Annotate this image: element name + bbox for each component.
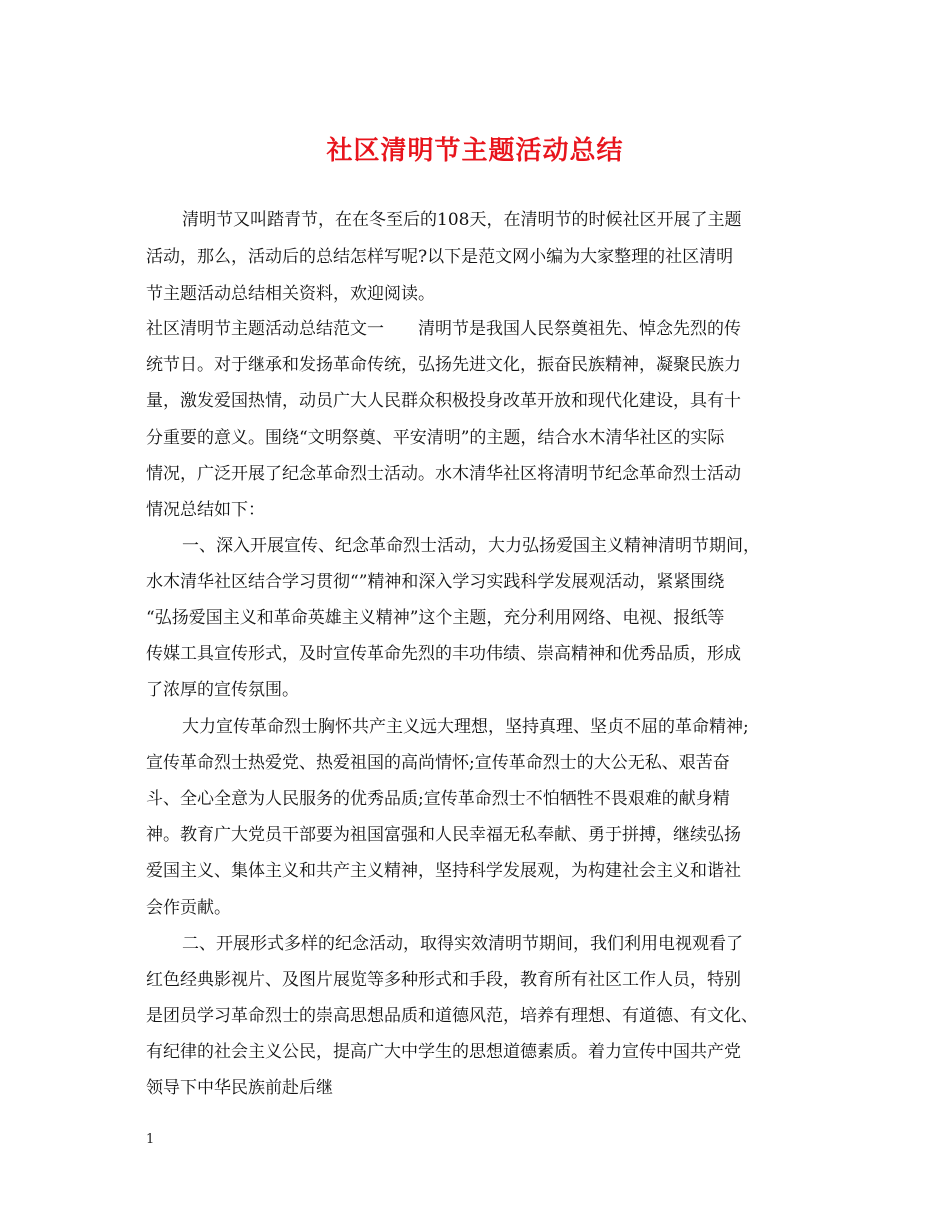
paragraph-line: 有纪律的社会主义公民，提高广大中学生的思想道德素质。着力宣传中国共产党 <box>146 1042 741 1062</box>
paragraph-line: 情况总结如下： <box>146 500 265 520</box>
paragraph-line: 量，激发爱国热情，动员广大人民群众积极投身改革开放和现代化建设，具有十 <box>146 391 741 411</box>
paragraph-line: 斗、全心全意为人民服务的优秀品质;宣传革命烈士不怕牺牲不畏艰难的献身精 <box>146 789 730 809</box>
paragraph-line: 神。教育广大党员干部要为祖国富强和人民幸福无私奉献、勇于拼搏，继续弘扬 <box>146 825 741 845</box>
paragraph-line: 统节日。对于继承和发扬革命传统，弘扬先进文化，振奋民族精神，凝聚民族力 <box>146 355 741 375</box>
paragraph-line: 社区清明节主题活动总结范文一 清明节是我国人民祭奠祖先、悼念先烈的传 <box>146 319 741 339</box>
paragraph-line: 清明节又叫踏青节，在在冬至后的108天，在清明节的时候社区开展了主题 <box>182 210 742 230</box>
paragraph-line: 了浓厚的宣传氛围。 <box>146 680 299 700</box>
paragraph-line: 是团员学习革命烈士的崇高思想品质和道德风范，培养有理想、有道德、有文化、 <box>146 1006 758 1026</box>
paragraph-line: 活动，那么，活动后的总结怎样写呢?以下是范文网小编为大家整理的社区清明 <box>146 247 734 267</box>
paragraph-line: “弘扬爱国主义和革命英雄主义精神”这个主题，充分利用网络、电视、报纸等 <box>146 608 725 628</box>
paragraph-line: 传媒工具宣传形式，及时宣传革命先烈的丰功伟绩、崇高精神和优秀品质，形成 <box>146 644 741 664</box>
paragraph-line: 领导下中华民族前赴后继 <box>146 1078 333 1098</box>
paragraph-line: 二、开展形式多样的纪念活动，取得实效清明节期间，我们利用电视观看了 <box>182 934 743 954</box>
paragraph-line: 情况，广泛开展了纪念革命烈士活动。水木清华社区将清明节纪念革命烈士活动 <box>146 464 741 484</box>
paragraph-line: 分重要的意义。围绕“文明祭奠、平安清明”的主题，结合水木清华社区的实际 <box>146 428 725 448</box>
document-title: 社区清明节主题活动总结 <box>326 136 624 166</box>
paragraph-line: 水木清华社区结合学习贯彻“”精神和深入学习实践科学发展观活动，紧紧围绕 <box>146 572 725 592</box>
paragraph-line: 会作贡献。 <box>146 898 231 918</box>
paragraph-line: 一、深入开展宣传、纪念革命烈士活动，大力弘扬爱国主义精神清明节期间， <box>182 536 760 556</box>
paragraph-line: 爱国主义、集体主义和共产主义精神，坚持科学发展观，为构建社会主义和谐社 <box>146 861 741 881</box>
paragraph-line: 节主题活动总结相关资料，欢迎阅读。 <box>146 284 435 304</box>
paragraph-line: 宣传革命烈士热爱党、热爱祖国的高尚情怀;宣传革命烈士的大公无私、艰苦奋 <box>146 753 730 773</box>
paragraph-line: 红色经典影视片、及图片展览等多种形式和手段，教育所有社区工作人员，特别 <box>146 970 741 990</box>
paragraph-line: 大力宣传革命烈士胸怀共产主义远大理想，坚持真理、坚贞不屈的革命精神; <box>182 717 749 737</box>
page-number: 1 <box>146 1132 155 1147</box>
